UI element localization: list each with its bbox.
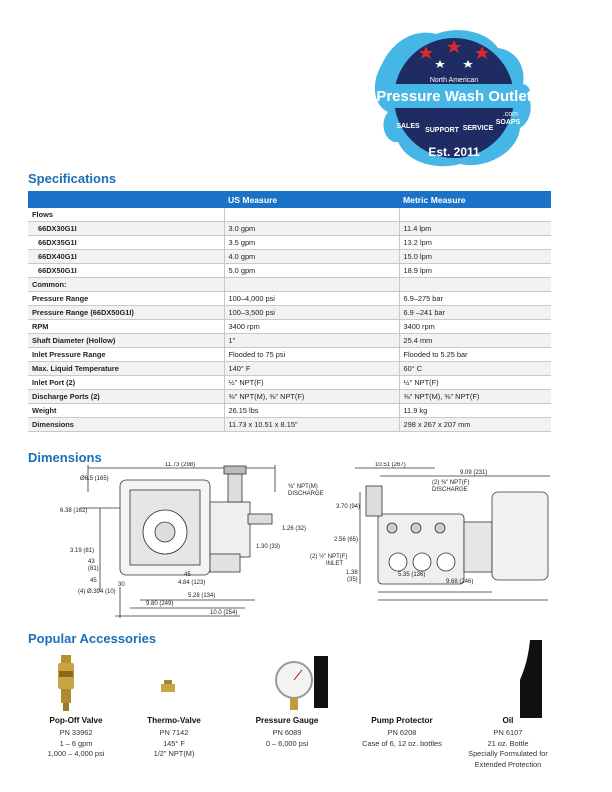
logo-service-service: SERVICE	[462, 125, 494, 132]
pressure-gauge-image	[272, 656, 328, 714]
accessory-name: Thermo-Valve	[147, 716, 201, 725]
dim-right-h370: 3.70 (94)	[336, 504, 361, 510]
spec-metric-value: 25.4 mm	[399, 334, 551, 348]
dim-right-w909: 9.09 (231)	[460, 470, 488, 476]
spec-us-value	[224, 208, 399, 222]
thermo-valve-image	[158, 678, 178, 698]
accessory-thermo-valve	[134, 716, 214, 760]
dim-left-v2: 43	[88, 559, 95, 565]
spec-label: 66DX30G1I	[28, 222, 224, 236]
table-row	[28, 264, 551, 278]
dim-right-h35: (35)	[347, 577, 358, 583]
table-row	[28, 306, 551, 320]
spec-us-value	[224, 278, 399, 292]
accessory-pump-protector	[346, 716, 458, 749]
logo-established: Est. 2011	[428, 145, 480, 159]
accessory-name: Pop-Off Valve	[49, 716, 103, 725]
accessory-line: PN 6208	[387, 728, 417, 738]
table-header-row	[28, 191, 551, 208]
accessory-line: Case of 6, 12 oz. bottles	[362, 738, 442, 748]
logo-service-soaps: SOAPS	[495, 119, 521, 126]
spec-us-value: 140° F	[224, 362, 399, 376]
spec-label: 66DX35G1I	[28, 236, 224, 250]
spec-metric-value: 3400 rpm	[399, 320, 551, 334]
spec-us-value: 3.0 gpm	[224, 222, 399, 236]
accessory-name: Pressure Gauge	[255, 716, 319, 725]
accessory-line: 21 oz. Bottle	[487, 738, 529, 748]
dim-left-angle-b: 45	[184, 572, 191, 578]
dim-right-discharge-label: DISCHARGE	[432, 487, 468, 493]
dim-left-discharge-label: DISCHARGE	[288, 491, 324, 497]
spec-us-value: ⅜" NPT(M), ⅜" NPT(F)	[224, 390, 399, 404]
dim-left-d484: 4.84 (123)	[178, 580, 206, 586]
spec-label: Common:	[28, 278, 224, 292]
spec-label: Max. Liquid Temperature	[28, 362, 224, 376]
spec-us-value: 5.0 gpm	[224, 264, 399, 278]
logo-top-text: North American	[429, 77, 479, 84]
dim-left-d528: 5.28 (134)	[188, 593, 216, 599]
spec-us-value: 1"	[224, 334, 399, 348]
dim-right-h256: 2.56 (65)	[334, 537, 359, 543]
dim-right-width-top: 10.51 (267)	[375, 462, 406, 468]
logo-service-support: SUPPORT	[425, 127, 459, 134]
table-row	[28, 236, 551, 250]
oil-bottle-image	[516, 640, 546, 718]
dim-right-w535: 5.35 (136)	[398, 572, 426, 578]
accessory-line: Extended Protection	[474, 759, 542, 769]
dim-left-v1: 3.19 (81)	[70, 548, 95, 554]
accessory-line: 1/2" NPT(M)	[153, 749, 195, 759]
spec-metric-value: 18.9 lpm	[399, 264, 551, 278]
specifications-title: Specifications	[28, 171, 117, 186]
spec-label: Dimensions	[28, 418, 224, 432]
dim-left-h2: 1.30 (33)	[256, 544, 281, 550]
table-row	[28, 208, 551, 222]
spec-metric-value: 11.4 lpm	[399, 222, 551, 236]
dim-left-v3: (81)	[88, 566, 99, 572]
accessory-oil	[452, 716, 564, 770]
dim-left-width-top: 11.73 (298)	[164, 462, 196, 468]
spec-us-value: ½" NPT(F)	[224, 376, 399, 390]
spec-metric-value	[399, 208, 551, 222]
spec-label: Flows	[28, 208, 224, 222]
table-row	[28, 334, 551, 348]
pop-off-valve-image	[55, 655, 77, 711]
spec-metric-value: Flooded to 5.25 bar	[399, 348, 551, 362]
spec-metric-value	[399, 278, 551, 292]
dim-left-d30: 30	[118, 582, 125, 588]
specifications-body	[28, 208, 551, 432]
dim-left-d980: 9.80 (249)	[146, 601, 174, 607]
dim-left-discharge: ⅜" NPT(M)	[288, 484, 318, 490]
accessory-line: 1 – 6 gpm	[59, 738, 93, 748]
dim-left-h1: 1.26 (32)	[282, 526, 307, 532]
accessory-line: 1,000 – 4,000 psi	[47, 749, 105, 759]
dim-right-discharge: (2) ⅜" NPT(F)	[432, 480, 470, 486]
table-row	[28, 222, 551, 236]
accessory-line: 0 – 6,000 psi	[265, 738, 309, 748]
spec-us-value: Flooded to 75 psi	[224, 348, 399, 362]
dim-right-inlet: (2) ½" NPT(F)	[310, 554, 348, 560]
dimension-drawings	[60, 462, 560, 622]
table-row	[28, 250, 551, 264]
dimensions-title: Dimensions	[28, 450, 102, 465]
accessory-name: Oil	[502, 716, 514, 725]
dim-right-w968: 9.68 (246)	[446, 579, 474, 585]
pump-side-view-drawing	[80, 465, 275, 618]
spec-label: 66DX40G1I	[28, 250, 224, 264]
dim-right-inlet-label: INLET	[326, 561, 344, 567]
dim-left-holes: (4) Ø.394 (10)	[78, 589, 116, 595]
header-metric-measure: Metric Measure	[399, 191, 551, 208]
dim-left-hole-dia: Ø6.5 (165)	[80, 476, 109, 482]
accessory-line: PN 33962	[59, 728, 93, 738]
table-row	[28, 278, 551, 292]
spec-metric-value: 15.0 lpm	[399, 250, 551, 264]
spec-label: Discharge Ports (2)	[28, 390, 224, 404]
table-row	[28, 376, 551, 390]
accessory-line: Specially Formulated for	[468, 749, 548, 759]
logo-service-sales: SALES	[396, 123, 420, 130]
spec-us-value: 4.0 gpm	[224, 250, 399, 264]
spec-label: Inlet Port (2)	[28, 376, 224, 390]
spec-label: Pressure Range (66DX50G1I)	[28, 306, 224, 320]
spec-metric-value: 60° C	[399, 362, 551, 376]
logo-domain: .com	[502, 111, 518, 118]
spec-label: Shaft Diameter (Hollow)	[28, 334, 224, 348]
spec-metric-value: 11.9 kg	[399, 404, 551, 418]
table-row	[28, 320, 551, 334]
accessory-line: PN 6107	[493, 728, 523, 738]
spec-us-value: 26.15 lbs	[224, 404, 399, 418]
table-row	[28, 362, 551, 376]
dim-left-d100: 10.0 (254)	[210, 610, 238, 616]
accessory-line: 145° F	[163, 738, 185, 748]
accessory-name: Pump Protector	[371, 716, 433, 725]
spec-label: RPM	[28, 320, 224, 334]
table-row	[28, 348, 551, 362]
spec-metric-value: 6.9–275 bar	[399, 292, 551, 306]
header-label	[28, 191, 224, 208]
table-row	[28, 404, 551, 418]
accessory-line: PN 6089	[272, 728, 302, 738]
spec-metric-value: 13.2 lpm	[399, 236, 551, 250]
spec-us-value: 11.73 x 10.51 x 8.15"	[224, 418, 399, 432]
dim-left-height: 6.38 (162)	[60, 508, 88, 514]
spec-label: Weight	[28, 404, 224, 418]
table-row	[28, 390, 551, 404]
accessory-pop-off-valve	[30, 716, 122, 760]
pressure-wash-outlet-logo	[368, 24, 538, 174]
spec-label: 66DX50G1I	[28, 264, 224, 278]
spec-us-value: 100–4,000 psi	[224, 292, 399, 306]
header-us-measure: US Measure	[224, 191, 399, 208]
specifications-table	[28, 191, 551, 432]
table-row	[28, 292, 551, 306]
spec-label: Pressure Range	[28, 292, 224, 306]
spec-us-value: 3400 rpm	[224, 320, 399, 334]
spec-us-value: 3.5 gpm	[224, 236, 399, 250]
spec-metric-value: ½" NPT(F)	[399, 376, 551, 390]
spec-metric-value: ⅜" NPT(M), ⅜" NPT(F)	[399, 390, 551, 404]
dim-right-h138: 1.38	[346, 570, 358, 576]
spec-us-value: 100–3,500 psi	[224, 306, 399, 320]
spec-metric-value: 298 x 267 x 207 mm	[399, 418, 551, 432]
accessory-line: PN 7142	[159, 728, 189, 738]
accessory-pressure-gauge	[244, 716, 330, 749]
table-row	[28, 418, 551, 432]
logo-brand: Pressure Wash Outlet	[376, 88, 532, 105]
spec-metric-value: 6.9 –241 bar	[399, 306, 551, 320]
dim-left-angle-a: 45	[90, 578, 97, 584]
spec-label: Inlet Pressure Range	[28, 348, 224, 362]
accessories-title: Popular Accessories	[28, 631, 157, 646]
